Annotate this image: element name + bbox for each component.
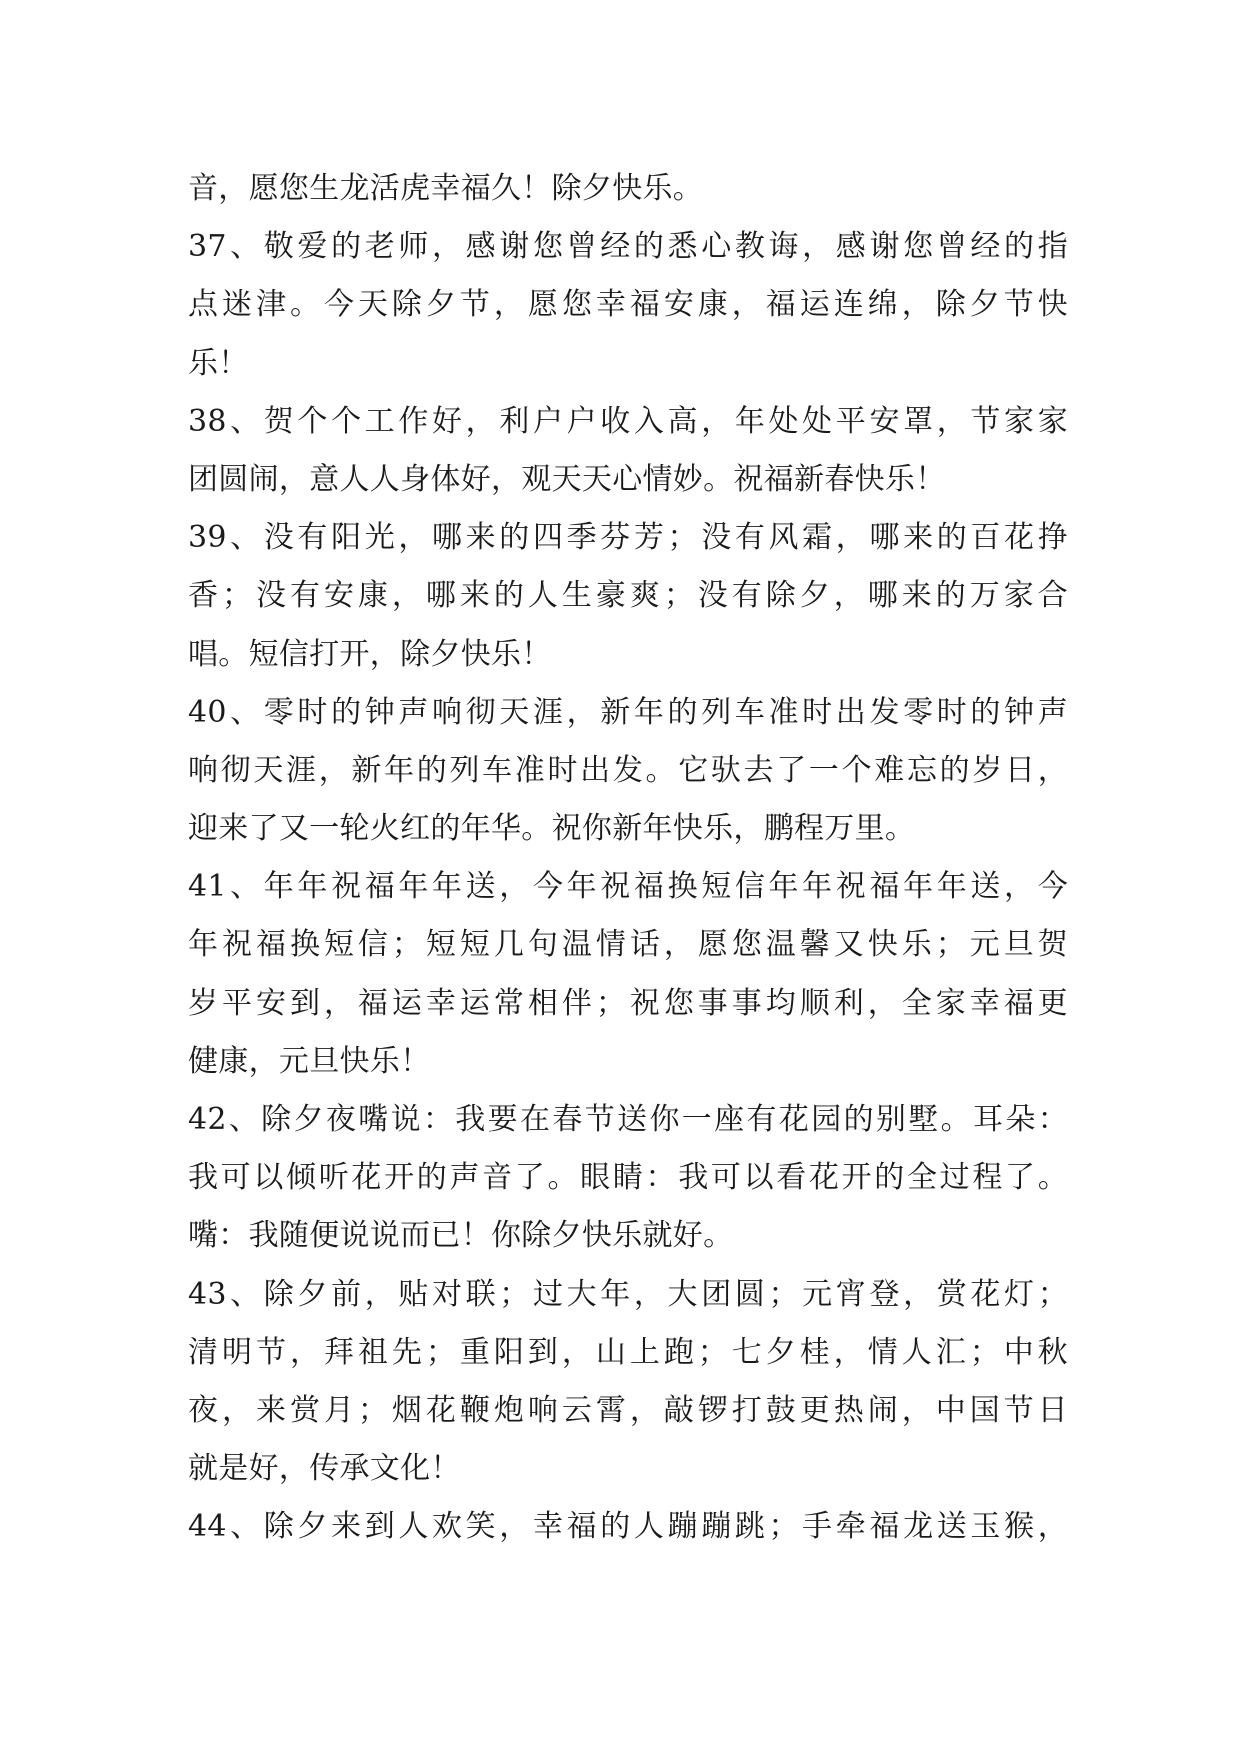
text-line: 年祝福换短信；短短几句温情话，愿您温馨又快乐；元旦贺 bbox=[188, 927, 1068, 963]
text-line: 43、除夕前，贴对联；过大年，大团圆；元宵登，赏花灯； bbox=[188, 1276, 1068, 1312]
text-line: 嘴：我随便说说而已！你除夕快乐就好。 bbox=[188, 1218, 734, 1254]
text-line: 乐！ bbox=[188, 345, 249, 381]
text-line: 41、年年祝福年年送，今年祝福换短信年年祝福年年送，今 bbox=[188, 869, 1068, 905]
text-line: 音，愿您生龙活虎幸福久！除夕快乐。 bbox=[188, 171, 704, 206]
text-line: 我可以倾听花开的声音了。眼睛：我可以看花开的全过程了。 bbox=[188, 1160, 1068, 1196]
text-line: 39、没有阳光，哪来的四季芬芳；没有风霜，哪来的百花挣 bbox=[188, 520, 1068, 556]
text-line: 就是好，传承文化！ bbox=[188, 1451, 461, 1487]
body-text bbox=[188, 160, 1068, 1557]
text-line: 44、除夕来到人欢笑，幸福的人蹦蹦跳；手牵福龙送玉猴， bbox=[188, 1509, 1068, 1545]
text-line: 香；没有安康，哪来的人生豪爽；没有除夕，哪来的万家合 bbox=[188, 578, 1068, 614]
text-line: 37、敬爱的老师，感谢您曾经的悉心教诲，感谢您曾经的指 bbox=[188, 229, 1068, 265]
text-line: 迎来了又一轮火红的年华。祝你新年快乐，鹏程万里。 bbox=[188, 811, 916, 847]
text-line: 42、除夕夜嘴说：我要在春节送你一座有花园的别墅。耳朵： bbox=[188, 1102, 1068, 1137]
text-line: 夜，来赏月；烟花鞭炮响云霄，敲锣打鼓更热闹，中国节日 bbox=[188, 1392, 1068, 1428]
text-line: 唱。短信打开，除夕快乐！ bbox=[188, 636, 552, 672]
text-line: 清明节，拜祖先；重阳到，山上跑；七夕桂，情人汇；中秋 bbox=[188, 1334, 1068, 1370]
text-line: 岁平安到，福运幸运常相伴；祝您事事均顺利，全家幸福更 bbox=[188, 985, 1068, 1021]
text-line: 健康，元旦快乐！ bbox=[188, 1043, 431, 1079]
text-line: 38、贺个个工作好，利户户收入高，年处处平安罩，节家家 bbox=[188, 403, 1068, 439]
text-line: 点迷津。今天除夕节，愿您幸福安康，福运连绵，除夕节快 bbox=[188, 287, 1068, 323]
text-line: 响彻天涯，新年的列车准时出发。它驮去了一个难忘的岁日， bbox=[188, 752, 1068, 788]
text-line: 团圆闹，意人人身体好，观天天心情妙。祝福新春快乐！ bbox=[188, 461, 946, 497]
text-line: 40、零时的钟声响彻天涯，新年的列车准时出发零时的钟声 bbox=[188, 694, 1068, 730]
